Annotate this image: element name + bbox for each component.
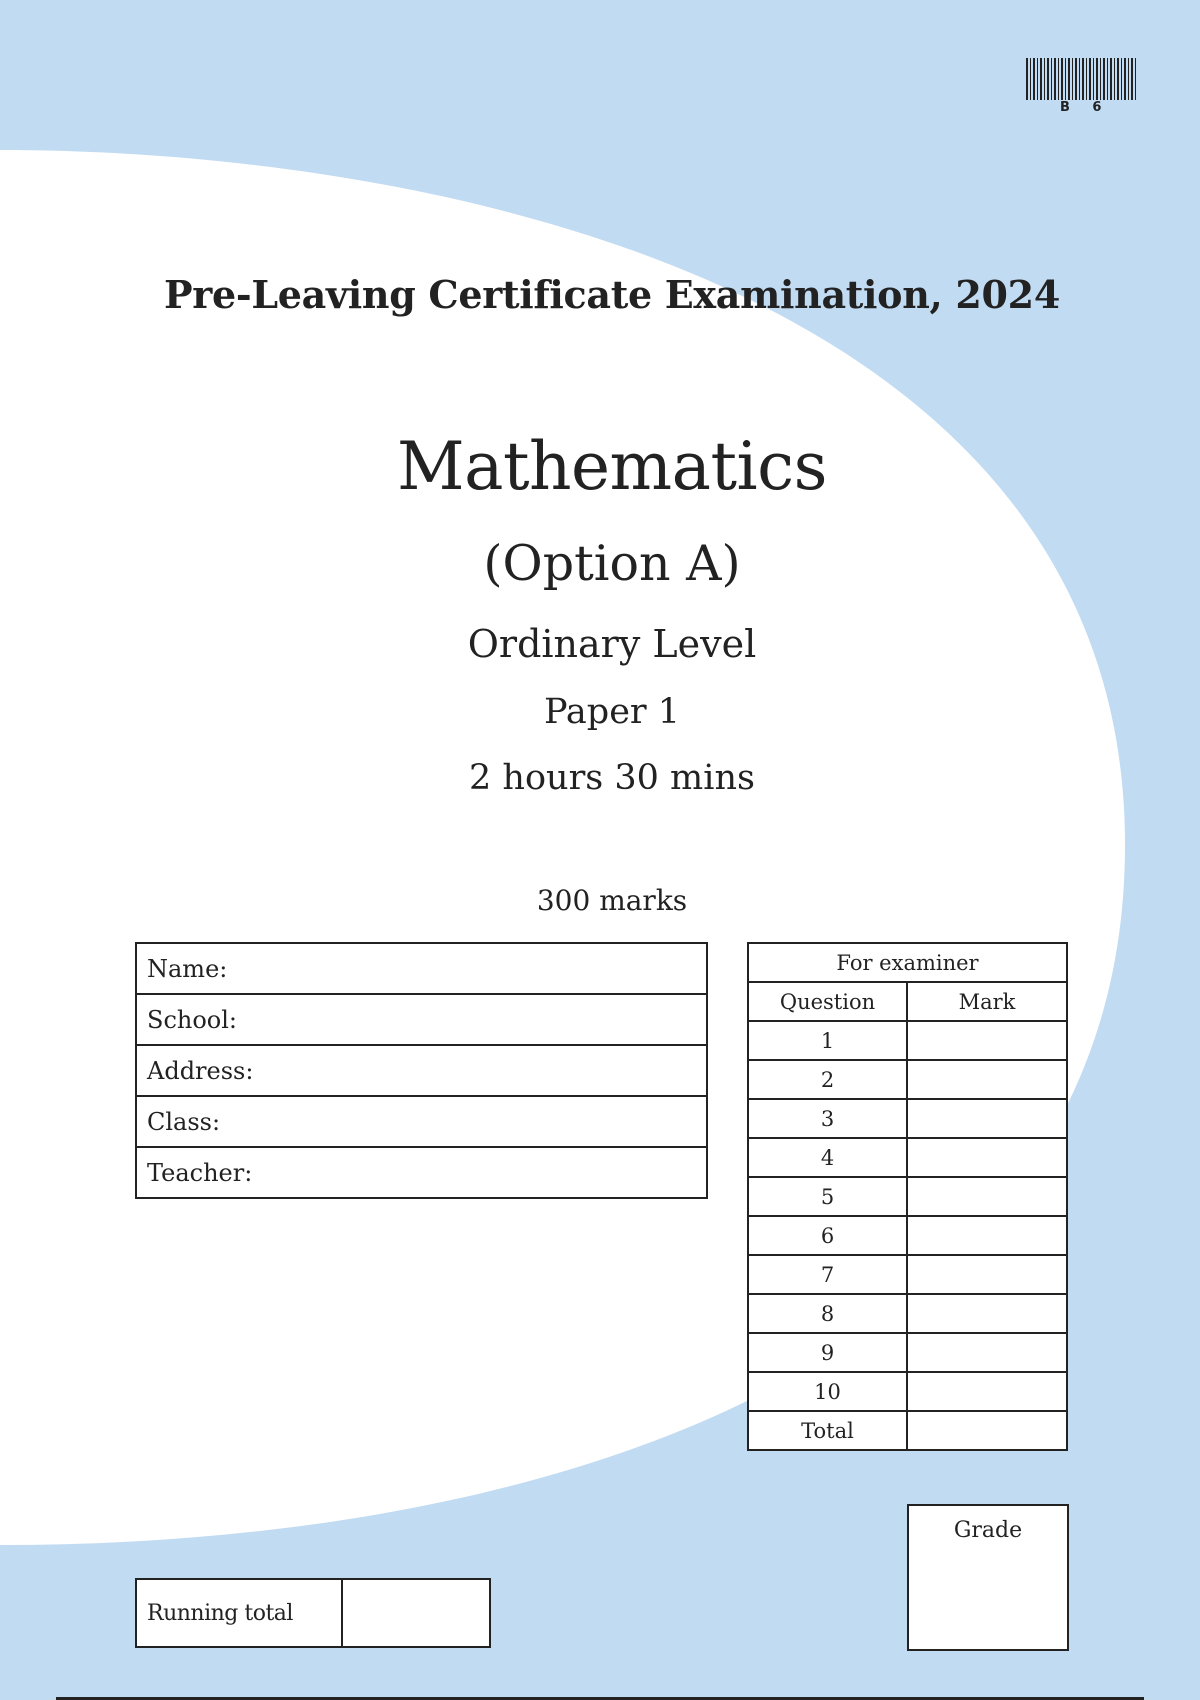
question-number: 1 xyxy=(748,1021,907,1060)
mark-cell[interactable] xyxy=(907,1099,1067,1138)
student-field-row xyxy=(136,1045,707,1096)
table-row xyxy=(748,1021,1067,1060)
student-field-row xyxy=(136,994,707,1045)
running-total-table xyxy=(135,1578,491,1648)
class-field[interactable]: Class: xyxy=(136,1096,707,1147)
table-row xyxy=(748,1099,1067,1138)
grade-label: Grade xyxy=(953,1518,1023,1543)
barcode-label: B 6 xyxy=(1060,100,1111,115)
mark-cell[interactable] xyxy=(907,1372,1067,1411)
question-number: 7 xyxy=(748,1255,907,1294)
duration-label: 2 hours 30 mins xyxy=(469,758,755,798)
table-row xyxy=(748,1060,1067,1099)
question-number: 6 xyxy=(748,1216,907,1255)
grade-box[interactable] xyxy=(907,1504,1069,1651)
total-mark-cell[interactable] xyxy=(907,1411,1067,1450)
mark-cell[interactable] xyxy=(907,1294,1067,1333)
question-number: 9 xyxy=(748,1333,907,1372)
mark-column-header: Mark xyxy=(907,982,1067,1021)
mark-cell[interactable] xyxy=(907,1138,1067,1177)
barcode-icon xyxy=(1026,58,1136,100)
teacher-field[interactable]: Teacher: xyxy=(136,1147,707,1198)
student-field-row xyxy=(136,1096,707,1147)
running-total-label: Running total xyxy=(136,1579,342,1647)
table-row xyxy=(748,1138,1067,1177)
mark-cell[interactable] xyxy=(907,1333,1067,1372)
examiner-marks-table xyxy=(747,942,1068,1451)
mark-cell[interactable] xyxy=(907,1021,1067,1060)
question-number: 3 xyxy=(748,1099,907,1138)
question-number: 5 xyxy=(748,1177,907,1216)
level-label: Ordinary Level xyxy=(467,622,757,666)
exam-title: Pre-Leaving Certificate Examination, 2024 xyxy=(164,272,1060,317)
total-label: Total xyxy=(748,1411,907,1450)
table-row xyxy=(748,1333,1067,1372)
marks-label: 300 marks xyxy=(536,884,688,917)
student-details-table xyxy=(135,942,708,1199)
barcode xyxy=(1026,58,1136,115)
option-label: (Option A) xyxy=(483,535,741,592)
table-row xyxy=(748,1294,1067,1333)
question-number: 2 xyxy=(748,1060,907,1099)
name-field[interactable]: Name: xyxy=(136,943,707,994)
question-number: 10 xyxy=(748,1372,907,1411)
running-total-field[interactable] xyxy=(342,1579,490,1647)
table-row xyxy=(748,1177,1067,1216)
mark-cell[interactable] xyxy=(907,1216,1067,1255)
school-field[interactable]: School: xyxy=(136,994,707,1045)
question-number: 8 xyxy=(748,1294,907,1333)
address-field[interactable]: Address: xyxy=(136,1045,707,1096)
question-number: 4 xyxy=(748,1138,907,1177)
question-column-header: Question xyxy=(748,982,907,1021)
student-field-row xyxy=(136,943,707,994)
total-row xyxy=(748,1411,1067,1450)
table-row xyxy=(748,1372,1067,1411)
paper-label: Paper 1 xyxy=(543,692,681,732)
table-row xyxy=(748,1216,1067,1255)
student-field-row xyxy=(136,1147,707,1198)
mark-cell[interactable] xyxy=(907,1255,1067,1294)
table-row xyxy=(748,1255,1067,1294)
mark-cell[interactable] xyxy=(907,1060,1067,1099)
examiner-header: For examiner xyxy=(748,943,1067,982)
subject-title: Mathematics xyxy=(397,428,827,505)
mark-cell[interactable] xyxy=(907,1177,1067,1216)
